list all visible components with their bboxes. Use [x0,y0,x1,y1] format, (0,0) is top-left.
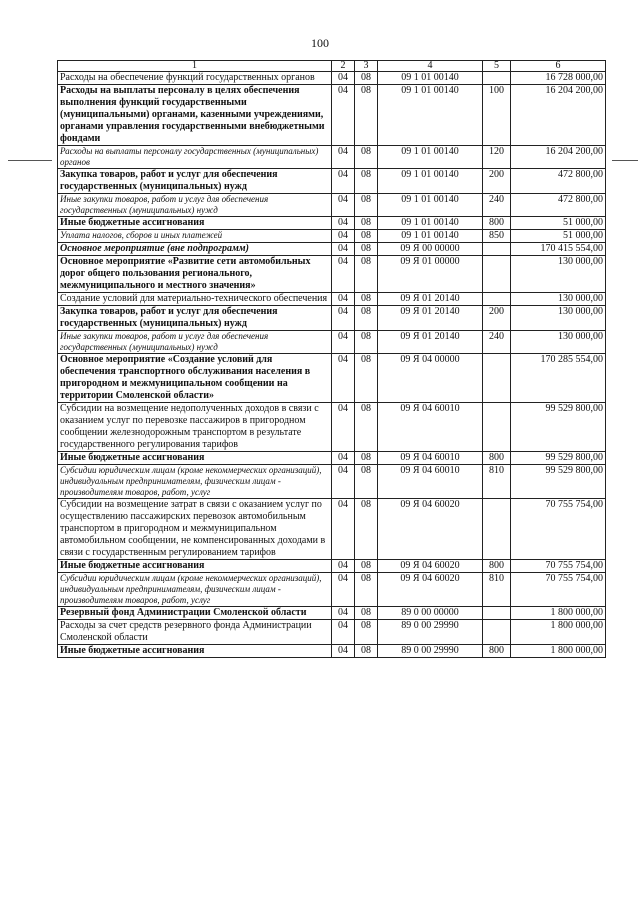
row-section: 04 [332,354,355,403]
row-name: Уплата налогов, сборов и иных платежей [58,230,332,243]
row-amount: 130 000,00 [511,256,606,293]
row-target-article: 89 0 00 29990 [378,620,483,645]
row-subsection: 08 [355,331,378,354]
row-amount: 472 800,00 [511,169,606,194]
row-expense-type: 240 [483,194,511,217]
table-row [58,403,606,452]
table-row [58,194,606,217]
table-row [58,293,606,306]
header-col-expense-type: 5 [483,61,511,72]
table-row [58,331,606,354]
row-section: 04 [332,573,355,607]
row-subsection: 08 [355,72,378,85]
row-expense-type [483,607,511,620]
row-amount: 1 800 000,00 [511,645,606,658]
row-name: Расходы на обеспечение функций государственных органов [58,72,332,85]
row-section: 04 [332,194,355,217]
row-section: 04 [332,169,355,194]
row-subsection: 08 [355,293,378,306]
row-amount: 99 529 800,00 [511,403,606,452]
table-row [58,645,606,658]
row-section: 04 [332,243,355,256]
row-name: Иные закупки товаров, работ и услуг для обеспечения государственных (муниципальных) нужд [58,331,332,354]
row-subsection: 08 [355,217,378,230]
row-target-article: 09 1 01 00140 [378,169,483,194]
row-target-article: 89 0 00 00000 [378,607,483,620]
row-expense-type [483,403,511,452]
row-name: Субсидии юридическим лицам (кроме некоммерческих организаций), индивидуальным предпринимателям, физическим лицам - производителям товаров, работ, услуг [58,573,332,607]
table-row [58,146,606,169]
row-amount: 130 000,00 [511,293,606,306]
row-expense-type [483,256,511,293]
row-name: Закупка товаров, работ и услуг для обеспечения государственных (муниципальных) нужд [58,169,332,194]
row-subsection: 08 [355,607,378,620]
row-target-article: 09 Я 04 60010 [378,465,483,499]
table-row [58,85,606,146]
row-name: Субсидии на возмещение недополученных доходов в связи с оказанием услуг по перевозке пассажиров в пригородном сообщении железнодорожным транспортом в результате государственного регулирования тарифов [58,403,332,452]
row-section: 04 [332,499,355,560]
row-amount: 130 000,00 [511,306,606,331]
row-section: 04 [332,146,355,169]
row-expense-type: 240 [483,331,511,354]
row-expense-type [483,293,511,306]
row-target-article: 09 Я 01 00000 [378,256,483,293]
row-subsection: 08 [355,243,378,256]
row-section: 04 [332,560,355,573]
row-name: Основное мероприятие «Создание условий для обеспечения транспортного обслуживания населения в пригородном и межмуниципальном сообщении на территории Смоленской области» [58,354,332,403]
row-target-article: 09 Я 04 60020 [378,573,483,607]
row-subsection: 08 [355,499,378,560]
row-amount: 472 800,00 [511,194,606,217]
row-section: 04 [332,645,355,658]
row-name: Резервный фонд Администрации Смоленской области [58,607,332,620]
header-col-amount: 6 [511,61,606,72]
row-target-article: 09 Я 01 20140 [378,293,483,306]
row-name: Иные бюджетные ассигнования [58,452,332,465]
row-target-article: 09 Я 01 20140 [378,306,483,331]
row-subsection: 08 [355,194,378,217]
row-amount: 170 415 554,00 [511,243,606,256]
row-expense-type [483,354,511,403]
row-subsection: 08 [355,573,378,607]
row-expense-type: 800 [483,560,511,573]
row-section: 04 [332,607,355,620]
row-amount: 16 728 000,00 [511,72,606,85]
row-subsection: 08 [355,620,378,645]
row-amount: 51 000,00 [511,230,606,243]
header-col-name: 1 [58,61,332,72]
row-expense-type: 810 [483,573,511,607]
row-name: Иные бюджетные ассигнования [58,560,332,573]
row-expense-type: 800 [483,217,511,230]
row-amount: 51 000,00 [511,217,606,230]
scan-mark-right [612,160,638,161]
row-amount: 130 000,00 [511,331,606,354]
header-col-section: 2 [332,61,355,72]
row-expense-type: 200 [483,169,511,194]
row-section: 04 [332,331,355,354]
page-number: 100 [311,36,329,50]
row-section: 04 [332,465,355,499]
table-row [58,620,606,645]
row-section: 04 [332,620,355,645]
scan-mark-left [8,160,52,161]
row-target-article: 09 1 01 00140 [378,230,483,243]
row-subsection: 08 [355,256,378,293]
table-row [58,499,606,560]
header-col-target-article: 4 [378,61,483,72]
row-target-article: 09 1 01 00140 [378,146,483,169]
table-row [58,573,606,607]
header-col-subsection: 3 [355,61,378,72]
row-amount: 70 755 754,00 [511,499,606,560]
row-expense-type [483,72,511,85]
row-subsection: 08 [355,465,378,499]
row-amount: 16 204 200,00 [511,85,606,146]
budget-table-body [58,72,606,658]
row-expense-type: 850 [483,230,511,243]
row-target-article: 89 0 00 29990 [378,645,483,658]
row-section: 04 [332,217,355,230]
row-target-article: 09 1 01 00140 [378,72,483,85]
row-expense-type [483,243,511,256]
row-expense-type [483,499,511,560]
row-expense-type [483,620,511,645]
row-target-article: 09 Я 04 00000 [378,354,483,403]
row-expense-type: 200 [483,306,511,331]
row-expense-type: 800 [483,645,511,658]
row-expense-type: 120 [483,146,511,169]
table-row [58,72,606,85]
row-name: Создание условий для материально-технического обеспечения [58,293,332,306]
row-section: 04 [332,306,355,331]
row-subsection: 08 [355,403,378,452]
row-subsection: 08 [355,85,378,146]
row-name: Закупка товаров, работ и услуг для обеспечения государственных (муниципальных) нужд [58,306,332,331]
row-amount: 170 285 554,00 [511,354,606,403]
row-expense-type: 800 [483,452,511,465]
row-expense-type: 100 [483,85,511,146]
row-name: Расходы на выплаты персоналу в целях обеспечения выполнения функций государственными (муниципальными) органами, казенными учреждениями, органами управления государственными внебюджетными фондами [58,85,332,146]
table-row [58,560,606,573]
row-subsection: 08 [355,354,378,403]
table-row [58,243,606,256]
row-amount: 99 529 800,00 [511,465,606,499]
table-row [58,607,606,620]
row-name: Иные бюджетные ассигнования [58,217,332,230]
row-amount: 70 755 754,00 [511,560,606,573]
row-section: 04 [332,293,355,306]
row-target-article: 09 Я 04 60010 [378,403,483,452]
row-name: Субсидии юридическим лицам (кроме некоммерческих организаций), индивидуальным предпринимателям, физическим лицам - производителям товаров, работ, услуг [58,465,332,499]
table-row [58,169,606,194]
row-amount: 16 204 200,00 [511,146,606,169]
row-name: Расходы за счет средств резервного фонда Администрации Смоленской области [58,620,332,645]
row-subsection: 08 [355,560,378,573]
row-name: Расходы на выплаты персоналу государственных (муниципальных) органов [58,146,332,169]
row-target-article: 09 Я 04 60020 [378,560,483,573]
row-section: 04 [332,72,355,85]
row-section: 04 [332,403,355,452]
row-amount: 1 800 000,00 [511,607,606,620]
row-name: Субсидии на возмещение затрат в связи с оказанием услуг по осуществлению пассажирских перевозок автомобильным транспортом в пригородном и межмуниципальном автомобильном сообщении, не компенсированных доходами в связи с государственным регулированием тарифов [58,499,332,560]
row-name: Основное мероприятие (вне подпрограмм) [58,243,332,256]
table-row [58,230,606,243]
row-amount: 1 800 000,00 [511,620,606,645]
row-amount: 70 755 754,00 [511,573,606,607]
row-subsection: 08 [355,146,378,169]
row-target-article: 09 1 01 00140 [378,217,483,230]
row-target-article: 09 1 01 00140 [378,85,483,146]
row-section: 04 [332,230,355,243]
header-row [58,61,606,72]
row-name: Иные бюджетные ассигнования [58,645,332,658]
row-section: 04 [332,85,355,146]
row-subsection: 08 [355,452,378,465]
table-row [58,306,606,331]
row-section: 04 [332,452,355,465]
row-subsection: 08 [355,230,378,243]
table-row [58,217,606,230]
row-target-article: 09 Я 00 00000 [378,243,483,256]
table-row [58,256,606,293]
row-name: Иные закупки товаров, работ и услуг для обеспечения государственных (муниципальных) нужд [58,194,332,217]
row-subsection: 08 [355,306,378,331]
row-target-article: 09 Я 01 20140 [378,331,483,354]
row-subsection: 08 [355,645,378,658]
row-section: 04 [332,256,355,293]
table-row [58,465,606,499]
budget-table [57,60,606,658]
table-row [58,452,606,465]
row-target-article: 09 1 01 00140 [378,194,483,217]
row-target-article: 09 Я 04 60010 [378,452,483,465]
row-name: Основное мероприятие «Развитие сети автомобильных дорог общего пользования регионального, межмуниципального и местного значения» [58,256,332,293]
row-amount: 99 529 800,00 [511,452,606,465]
row-expense-type: 810 [483,465,511,499]
row-subsection: 08 [355,169,378,194]
table-row [58,354,606,403]
row-target-article: 09 Я 04 60020 [378,499,483,560]
